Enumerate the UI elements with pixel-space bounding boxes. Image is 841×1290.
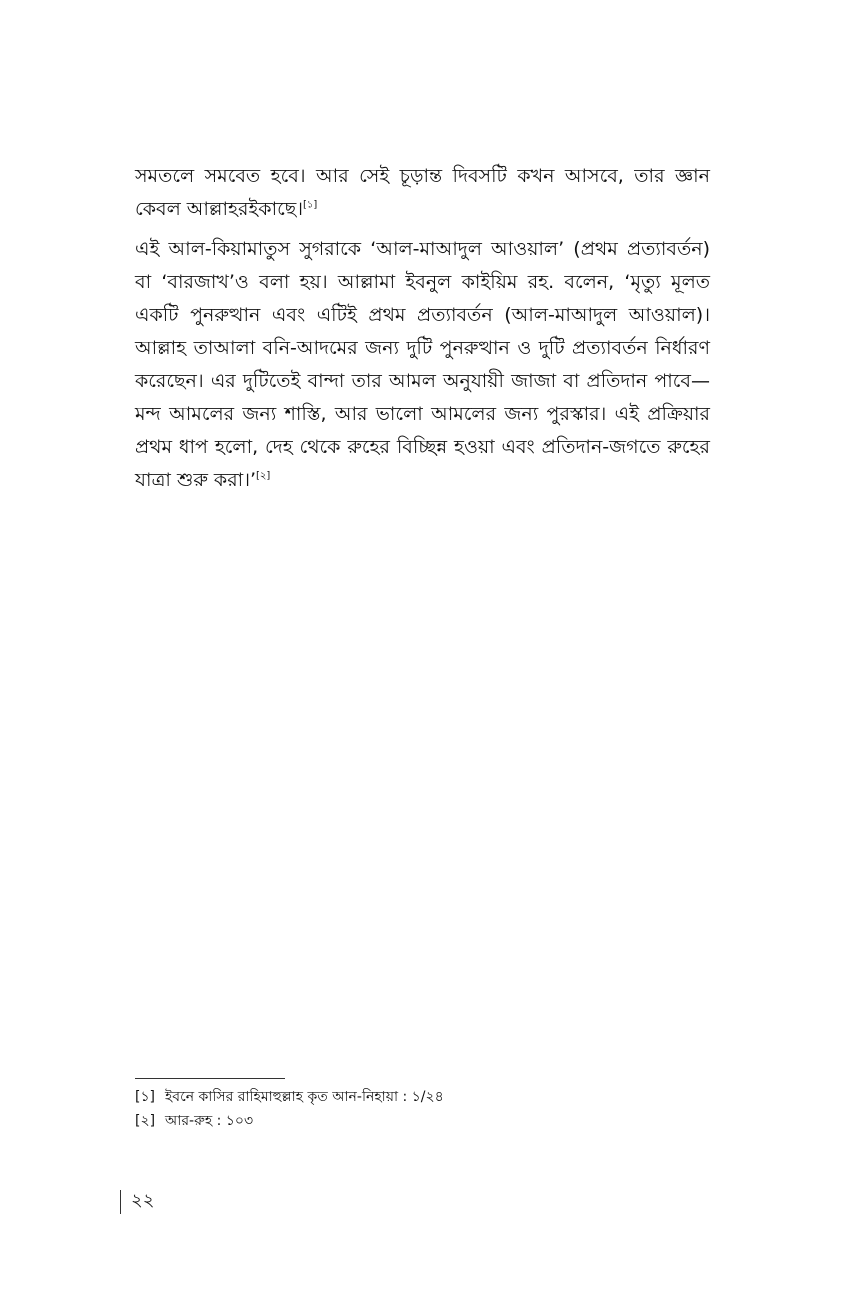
footnote-item	[135, 1085, 710, 1109]
body-paragraph	[135, 160, 710, 226]
footnote-marker: [১]	[135, 1089, 156, 1105]
footnote-divider	[135, 1078, 285, 1079]
page-number: ২২	[131, 1190, 155, 1211]
footnote-text: ইবনে কাসির রাহিমাহুল্লাহ কৃত আন-নিহায়া : ১/২৪	[165, 1089, 444, 1105]
body-paragraph	[135, 233, 710, 497]
footnote-reference[interactable]: [১]	[303, 199, 318, 211]
footnote-marker: [২]	[135, 1113, 156, 1129]
footnote-reference[interactable]: [২]	[256, 470, 271, 482]
footnote-text: আর-রুহ : ১০৩	[165, 1113, 254, 1129]
footnotes-section	[135, 1085, 710, 1133]
footnote-item	[135, 1109, 710, 1133]
paragraph-text: এই আল-কিয়ামাতুস সুগরাকে ‘আল-মাআদুল আওয়াল’ (প্রথম প্রত্যাবর্তন) বা ‘বারজাখ’ও বলা হয়। আল্লামা ইবনুল কাইয়িম রহ. বলেন, ‘মৃত্যু মূলত একটি পুনরুত্থান এবং এটিই প্রথম প্রত্যাবর্তন (আল-মাআদুল আওয়াল)। আল্লাহ তাআলা বনি-আদমের জন্য দুটি পুনরুত্থান ও দুটি প্রত্যাবর্তন নির্ধারণ করেছেন। এর দুটিতেই বান্দা তার আমল অনুযায়ী জাজা বা প্রতিদান পাবে—মন্দ আমলের জন্য শাস্তি, আর ভালো আমলের জন্য পুরস্কার। এই প্রক্রিয়ার প্রথম ধাপ হলো, দেহ থেকে রুহের বিচ্ছিন্ন হওয়া এবং প্রতিদান-জগতে রুহের যাত্রা শুরু করা।’	[135, 238, 710, 491]
page-number-divider	[120, 1190, 121, 1214]
paragraph-text: সমতলে সমবেত হবে। আর সেই চূড়ান্ত দিবসটি কখন আসবে, তার জ্ঞান কেবল আল্লাহরইকাছে।	[135, 165, 710, 220]
